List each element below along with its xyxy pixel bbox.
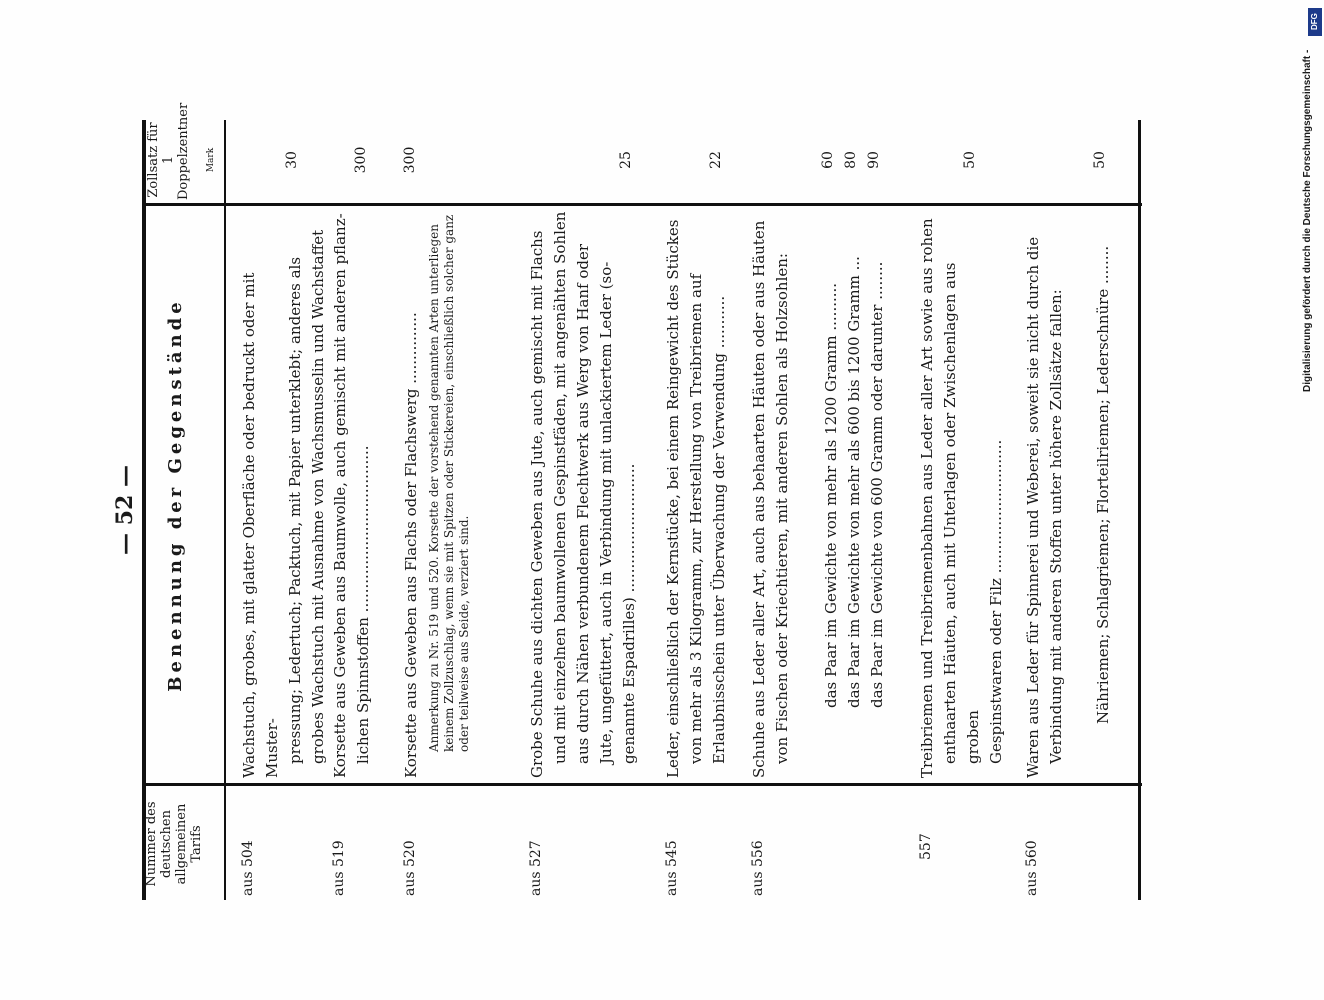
tariff-number: aus 520 — [402, 840, 418, 896]
rate-value: 22 — [708, 151, 724, 169]
rate-value: 90 — [866, 151, 882, 169]
header-rate-unit: Mark — [206, 147, 216, 173]
header-description: Benennung der Gegenstände — [165, 298, 186, 692]
sub-items — [820, 208, 889, 778]
header-number: Nummer des deutschen allgemeinen Tarifs — [144, 801, 204, 887]
column-divider-2 — [142, 203, 1142, 206]
item-description: Treibriemen und Treibriemenbahnen aus Leder aller Art sowie aus rohen enthaarten Häuten, auch mit Unterlagen oder Zwischenlagen aus groben Gespinstwaren oder Filz ............................ — [918, 218, 1005, 778]
rate-value: 300 — [353, 146, 369, 174]
rate-value: 50 — [962, 151, 978, 169]
sub-item: das Paar im Gewichte von 600 Gramm oder darunter ........ — [868, 261, 886, 708]
item-description: Korsette aus Geweben aus Flachs oder Flachswerg ............... Anmerkung zu Nr. 519 und 520. Korsette der vorstehend genannten Arten unterliegen keinem Zollzuschlag, wenn sie mit Spitzen oder Stickereien, einschließlich solcher ganz oder teilweise aus Seide, verziert sind. — [400, 208, 472, 778]
item-description: Waren aus Leder für Spinnerei und Weberei, soweit sie nicht durch die Verbindung mit anderen Stoffen unter höhere Zollsätze fallen: Nähriemen; Schlagriemen; Florteilriemen; Lederschnüre ........ — [1022, 208, 1115, 778]
dfg-logo: DFG — [1308, 8, 1322, 36]
rate-value: 25 — [618, 151, 634, 169]
tariff-number: aus 527 — [528, 840, 544, 896]
rate-value: 50 — [1092, 151, 1108, 169]
digitization-footer — [1298, 0, 1324, 1000]
annotation-note: Anmerkung zu Nr. 519 und 520. Korsette der vorstehend genannten Arten unterliegen keinem Zollzuschlag, wenn sie mit Spitzen oder Stickereien, einschließlich solcher ganz oder teilweise aus Seide, verziert sind. — [427, 214, 471, 752]
column-divider-1 — [142, 783, 1142, 786]
item-description: Korsette aus Geweben aus Baumwolle, auch gemischt mit anderen pflanz- lichen Spinnstoffen ................................... — [331, 213, 372, 778]
sub-item: das Paar im Gewichte von mehr als 1200 Gramm .......... — [822, 282, 840, 708]
tariff-number: aus 560 — [1024, 840, 1040, 896]
rate-value: 80 — [843, 151, 859, 169]
item-description: Leder, einschließlich der Kernstücke, bei einem Reingewicht des Stückes von mehr als 3 Kilogramm, zur Herstellung von Treibriemen auf Erlaubnisschein unter Überwachung der Verwendung ........... — [664, 219, 728, 778]
rate-value: 30 — [284, 151, 300, 169]
tariff-number: aus 504 — [240, 840, 256, 896]
digitization-note: Digitalisierung gefördert durch die Deutsche Forschungsgemeinschaft - — [1302, 49, 1313, 392]
page-number: — 52 — — [112, 465, 138, 555]
tariff-number: aus 519 — [331, 840, 347, 896]
tariff-number: aus 556 — [750, 840, 766, 896]
tariff-table — [142, 102, 1142, 900]
sub-item: Nähriemen; Schlagriemen; Florteilriemen; Lederschnüre ........ — [1094, 245, 1112, 724]
rotated-page — [100, 102, 1140, 900]
rate-value: 300 — [402, 146, 418, 174]
rate-value: 60 — [820, 151, 836, 169]
tariff-number: 557 — [918, 833, 934, 860]
item-description: Grobe Schuhe aus dichten Geweben aus Jute, auch gemischt mit Flachs und mit einzelnen baumwollenen Gespinstfäden, mit angenähten Sohlen aus durch Nähen verbundenem Flechtwerk aus Werg von Hanf oder Jute, ungefüttert, auch in Verbindung mit unlackiertem Leder (so- genannte Espadrilles) ........................... — [528, 211, 638, 778]
tariff-number: aus 545 — [664, 840, 680, 896]
sub-item: das Paar im Gewichte von mehr als 600 bis 1200 Gramm ... — [845, 256, 863, 708]
header-rate: Zollsatz für 1 Doppelzentner — [146, 102, 191, 200]
item-description: Wachstuch, grobes, mit glatter Oberfläche oder bedruckt oder mit Muster- pressung; Ledertuch; Packtuch, mit Papier unterklebt; anderes als grobes Wachstuch mit Ausnahme von Wachsmusselin und Wachstaffet — [240, 229, 327, 778]
item-description: Schuhe aus Leder aller Art, auch aus behaarten Häuten oder aus Häuten von Fischen oder Kriechtieren, mit anderen Sohlen als Holzsohlen: — [750, 220, 791, 778]
